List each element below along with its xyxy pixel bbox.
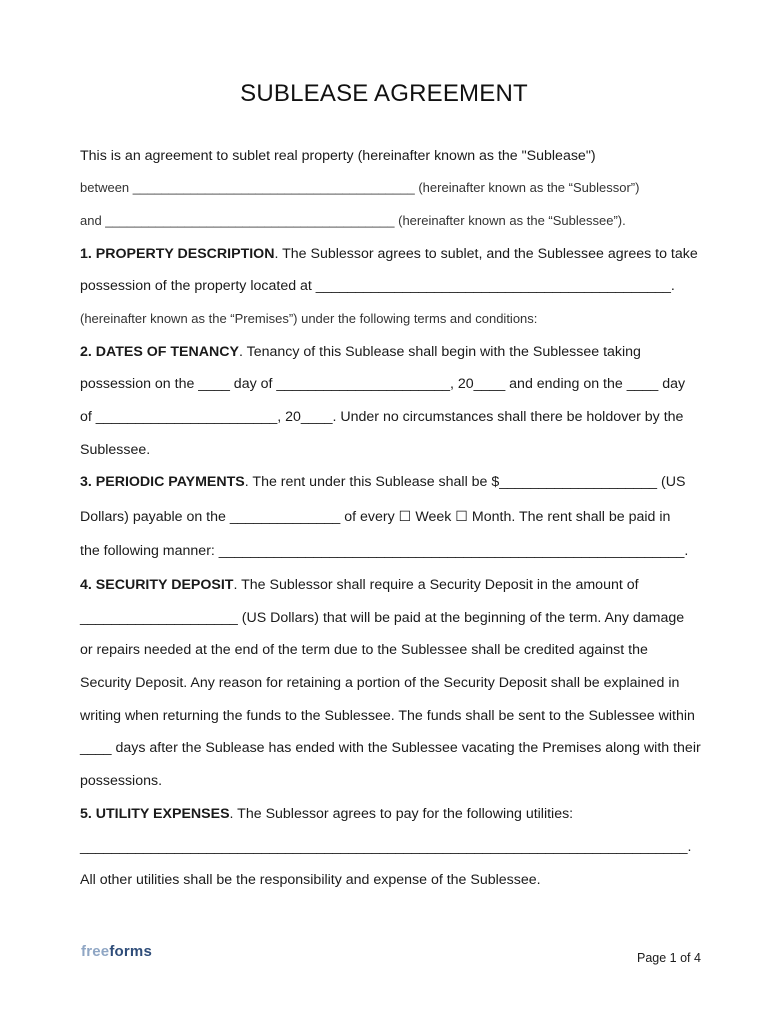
payment-frequency-line: Dollars) payable on the ______________ of every ☐ Week ☐ Month. The rent shall be paid in [80,509,671,525]
utilities-blank-line: _____________________________________________________________________________. [80,839,692,855]
deposit-line-4: writing when returning the funds to the Sublessee. The funds shall be sent to the Sublessee within [80,708,695,724]
section-heading: 1. PROPERTY DESCRIPTION [80,246,275,262]
section-security-deposit: 4. SECURITY DEPOSIT. The Sublessor shall require a Security Deposit in the amount of [80,577,639,593]
utilities-other-line: All other utilities shall be the responsibility and expense of the Sublessee. [80,872,541,888]
tenancy-start-line: possession on the ____ day of ______________________, 20____ and ending on the ____ day [80,376,686,392]
section-dates-of-tenancy: 2. DATES OF TENANCY. Tenancy of this Sublease shall begin with the Sublessee taking [80,344,641,360]
freeforms-logo: freeforms [81,943,153,960]
property-address-line: possession of the property located at _____________________________________________. [80,278,675,294]
deposit-line-5: ____ days after the Sublease has ended with the Sublessee vacating the Premises along with their [80,740,701,756]
section-periodic-payments: 3. PERIODIC PAYMENTS. The rent under this Sublease shall be $____________________ (US [80,474,686,490]
payment-manner-line: the following manner: ___________________________________________________________. [80,543,689,559]
section-utility-expenses: 5. UTILITY EXPENSES. The Sublessor agrees to pay for the following utilities: [80,806,574,822]
section-heading: 4. SECURITY DEPOSIT [80,577,234,593]
section-heading: 5. UTILITY EXPENSES [80,806,230,822]
sublessor-line: between _______________________________________ (hereinafter known as the “Sublessor”) [80,180,640,195]
section-heading: 2. DATES OF TENANCY [80,344,239,360]
sublessee-line: and ________________________________________ (hereinafter known as the “Sublessee”). [80,213,626,228]
page-title: SUBLEASE AGREEMENT [240,80,528,107]
premises-line: (hereinafter known as the “Premises”) under the following terms and conditions: [80,311,538,326]
section-property-description: 1. PROPERTY DESCRIPTION. The Sublessor agrees to sublet, and the Sublessee agrees to take [80,246,698,262]
page-number: Page 1 of 4 [637,951,701,965]
deposit-line-2: or repairs needed at the end of the term due to the Sublessee shall be credited against the [80,642,648,658]
deposit-line-1: ____________________ (US Dollars) that will be paid at the beginning of the term. Any damage [80,610,685,626]
intro-line: This is an agreement to sublet real property (hereinafter known as the "Sublease") [80,148,596,164]
tenancy-end-line-2: Sublessee. [80,442,151,458]
tenancy-end-line: of _______________________, 20____. Under no circumstances shall there be holdover by the [80,409,684,425]
deposit-line-6: possessions. [80,773,163,789]
deposit-line-3: Security Deposit. Any reason for retaining a portion of the Security Deposit shall be explained in [80,675,680,691]
section-heading: 3. PERIODIC PAYMENTS [80,474,245,490]
